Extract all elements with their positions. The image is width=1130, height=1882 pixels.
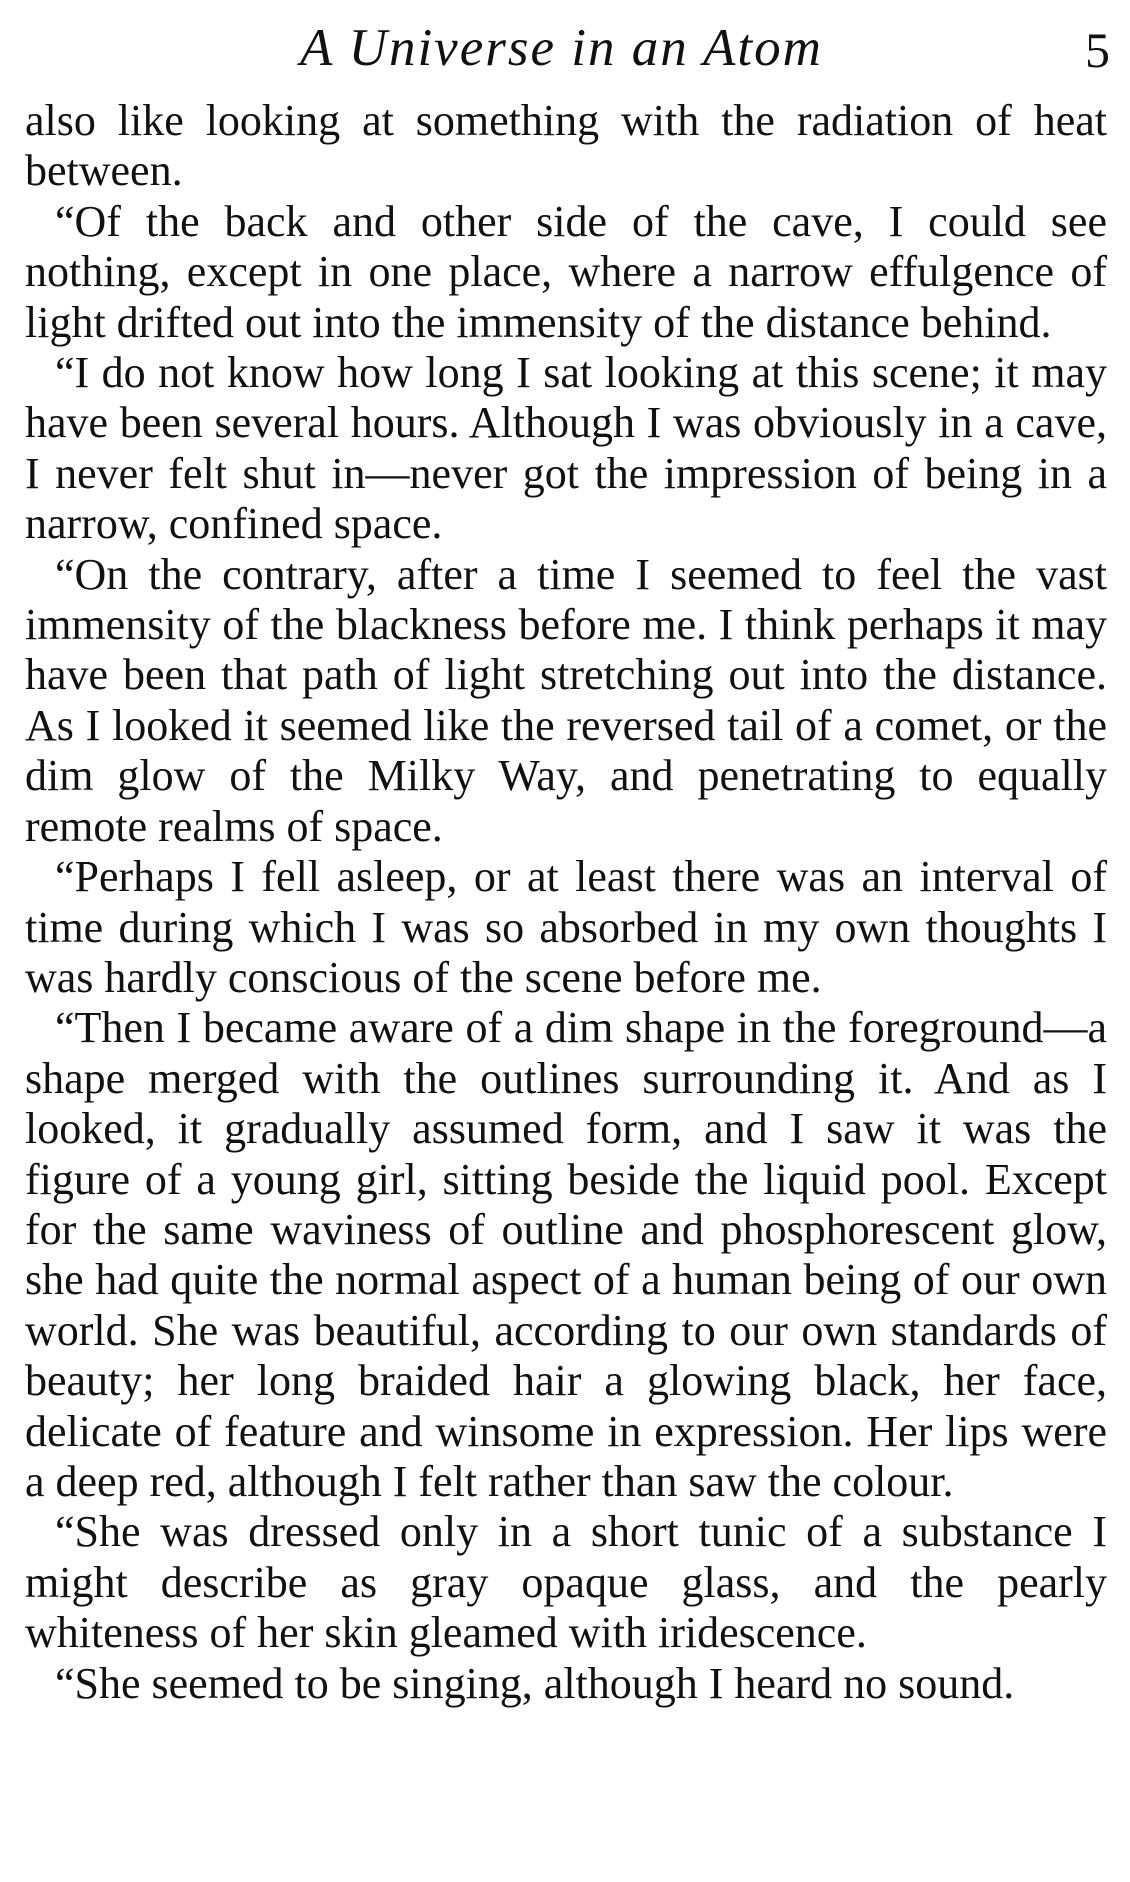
paragraph: “I do not know how long I sat looking at this scene; it may have been several hours. Although I was obviously in a cave, I never felt shut in—never got the impression of being in a narrow, confined space. <box>25 348 1107 549</box>
running-title: A Universe in an Atom <box>300 19 823 77</box>
paragraph: “Of the back and other side of the cave, I could see nothing, except in one place, where a narrow effulgence of light drifted out into the immensity of the distance behind. <box>25 196 1107 347</box>
paragraph: “On the contrary, after a time I seemed to feel the vast immensity of the blackness before me. I think perhaps it may have been that path of light stretching out into the distance. As I looked it seemed like the reversed tail of a comet, or the dim glow of the Milky Way, and penetrating to equally remote realms of space. <box>25 549 1107 851</box>
body-text <box>25 96 1107 1709</box>
paragraph: “Perhaps I fell asleep, or at least there was an interval of time during which I was so absorbed in my own thoughts I was hardly conscious of the scene before me. <box>25 852 1107 1002</box>
paragraph: “She seemed to be singing, although I heard no sound. <box>55 1658 1015 1708</box>
paragraph: “She was dressed only in a short tunic of a substance I might describe as gray opaque glass, and the pearly whiteness of her skin gleamed with iridescence. <box>25 1507 1107 1658</box>
paragraph: also like looking at something with the radiation of heat between. <box>25 96 1107 196</box>
page-number: 5 <box>1085 22 1110 78</box>
paragraph: “Then I became aware of a dim shape in the foreground—a shape merged with the outlines surrounding it. And as I looked, it gradually assumed form, and I saw it was the figure of a young girl, sitting beside the liquid pool. Except for the same waviness of outline and phosphorescent glow, she had quite the normal aspect of a human being of our own world. She was beautiful, according to our own standards of beauty; her long braided hair a glowing black, her face, delicate of feature and winsome in expression. Her lips were a deep red, although I felt rather than saw the colour. <box>25 1003 1107 1506</box>
running-header <box>0 8 1130 98</box>
